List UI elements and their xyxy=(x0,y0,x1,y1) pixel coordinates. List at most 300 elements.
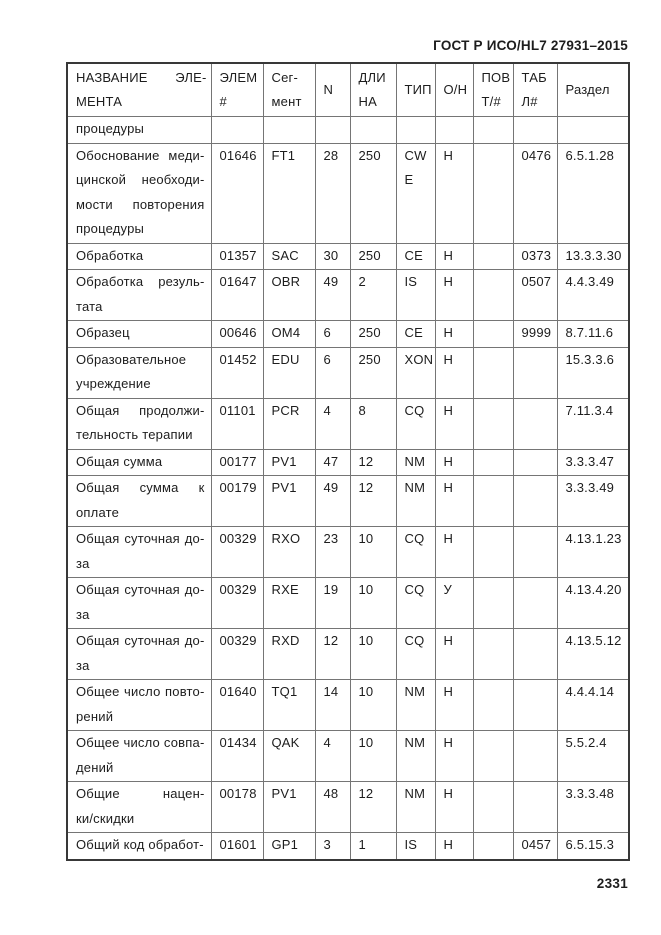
cell-name xyxy=(67,731,211,782)
cell-segment xyxy=(263,321,315,348)
cell-line: Сег- xyxy=(271,70,298,85)
cell-line: 4 xyxy=(323,735,331,750)
cell-n xyxy=(315,143,350,243)
cell-line: 6 xyxy=(323,351,331,367)
cell-elem xyxy=(211,578,263,629)
cell-line: Л# xyxy=(521,94,538,109)
cell-line: PCR xyxy=(271,402,300,418)
cell-line: Общая сумма xyxy=(76,453,163,469)
cell-repeat xyxy=(473,782,513,833)
cell-segment xyxy=(263,578,315,629)
cell-table_num xyxy=(513,449,557,476)
cell-line: ЭЛЕМ xyxy=(219,70,258,85)
cell-line: 1 xyxy=(358,837,366,852)
cell-repeat xyxy=(473,833,513,860)
cell-segment xyxy=(263,731,315,782)
cell-line: Общая суточная до- xyxy=(76,633,205,648)
cell-repeat xyxy=(473,143,513,243)
cell-type xyxy=(396,782,435,833)
cell-line: рений xyxy=(76,708,114,724)
cell-line: 4.4.4.14 xyxy=(565,684,615,699)
cell-length xyxy=(350,527,396,578)
cell-line: CE xyxy=(404,247,423,263)
cell-line: ПОВ xyxy=(481,70,511,85)
cell-line: PV1 xyxy=(271,480,297,495)
cell-length xyxy=(350,578,396,629)
cell-table_num xyxy=(513,731,557,782)
cell-line: Образовательное xyxy=(76,351,187,367)
cell-line: 13.3.3.30 xyxy=(565,247,622,263)
column-header-repeat xyxy=(473,63,513,117)
table-body xyxy=(67,117,629,860)
cell-segment xyxy=(263,527,315,578)
cell-type xyxy=(396,143,435,243)
document-header-title: ГОСТ Р ИСО/HL7 27931–2015 xyxy=(433,38,628,53)
cell-section xyxy=(557,476,629,527)
cell-length xyxy=(350,449,396,476)
cell-table_num xyxy=(513,629,557,680)
cell-line: тельность терапии xyxy=(76,427,193,442)
cell-name xyxy=(67,680,211,731)
cell-line: Обоснование меди- xyxy=(76,147,205,163)
cell-name xyxy=(67,321,211,348)
cell-elem xyxy=(211,270,263,321)
cell-line: RXO xyxy=(271,531,301,546)
cell-line: OM4 xyxy=(271,325,301,340)
cell-elem xyxy=(211,731,263,782)
cell-elem xyxy=(211,117,263,144)
cell-line: Н xyxy=(443,735,454,750)
cell-line: NM xyxy=(404,684,426,699)
column-header-segment xyxy=(263,63,315,117)
cell-line: оплате xyxy=(76,504,120,520)
cell-line: 10 xyxy=(358,582,374,597)
cell-repeat xyxy=(473,347,513,398)
cell-line: 4.13.1.23 xyxy=(565,531,622,546)
cell-elem xyxy=(211,449,263,476)
table-row xyxy=(67,398,629,449)
cell-line: Н xyxy=(443,531,454,546)
cell-line: CQ xyxy=(404,402,425,418)
cell-opt xyxy=(435,476,473,527)
cell-opt xyxy=(435,398,473,449)
cell-table_num xyxy=(513,527,557,578)
cell-name xyxy=(67,629,211,680)
cell-line: У xyxy=(443,582,452,597)
cell-line: OBR xyxy=(271,274,301,289)
cell-repeat xyxy=(473,680,513,731)
cell-line: 8.7.11.6 xyxy=(565,325,614,340)
cell-section xyxy=(557,629,629,680)
cell-line: 8 xyxy=(358,402,366,418)
cell-line: FT1 xyxy=(271,147,296,163)
cell-line: 23 xyxy=(323,531,339,546)
cell-line: RXE xyxy=(271,582,299,597)
cell-line: 10 xyxy=(358,633,374,648)
table-row xyxy=(67,527,629,578)
cell-elem xyxy=(211,476,263,527)
cell-segment xyxy=(263,449,315,476)
table-row xyxy=(67,143,629,243)
cell-line: Общее число совпа- xyxy=(76,735,205,750)
cell-line: 19 xyxy=(323,582,339,597)
cell-line: Н xyxy=(443,837,454,852)
cell-section xyxy=(557,731,629,782)
cell-line: SAC xyxy=(271,247,299,263)
cell-name xyxy=(67,243,211,270)
cell-type xyxy=(396,680,435,731)
cell-line: 4 xyxy=(323,402,331,418)
cell-line: 6 xyxy=(323,325,331,340)
cell-section xyxy=(557,243,629,270)
cell-n xyxy=(315,476,350,527)
cell-opt xyxy=(435,680,473,731)
cell-length xyxy=(350,782,396,833)
cell-line: Н xyxy=(443,633,454,648)
cell-length xyxy=(350,117,396,144)
cell-line: 3.3.3.47 xyxy=(565,453,615,469)
cell-opt xyxy=(435,449,473,476)
cell-n xyxy=(315,527,350,578)
cell-opt xyxy=(435,243,473,270)
cell-line: Образец xyxy=(76,325,130,340)
cell-n xyxy=(315,243,350,270)
cell-elem xyxy=(211,782,263,833)
cell-repeat xyxy=(473,398,513,449)
cell-n xyxy=(315,270,350,321)
cell-repeat xyxy=(473,578,513,629)
cell-repeat xyxy=(473,629,513,680)
cell-line: 01452 xyxy=(219,351,257,367)
table-header-row xyxy=(67,63,629,117)
cell-repeat xyxy=(473,449,513,476)
cell-line: E xyxy=(404,172,414,187)
cell-line: 15.3.3.6 xyxy=(565,351,615,367)
cell-type xyxy=(396,578,435,629)
cell-line: 48 xyxy=(323,786,339,801)
cell-line: 49 xyxy=(323,480,339,495)
cell-line: # xyxy=(219,94,227,109)
cell-line: IS xyxy=(404,274,418,289)
cell-line: CW xyxy=(404,147,427,163)
cell-line: Обработка резуль- xyxy=(76,274,205,289)
cell-name xyxy=(67,833,211,860)
cell-elem xyxy=(211,347,263,398)
cell-segment xyxy=(263,243,315,270)
hl7-elements-table xyxy=(66,62,630,861)
cell-line: ДЛИ xyxy=(358,70,386,85)
cell-line: XON xyxy=(404,351,434,367)
cell-line: N xyxy=(323,82,334,97)
cell-n xyxy=(315,449,350,476)
table-header xyxy=(67,63,629,117)
cell-line: 01640 xyxy=(219,684,257,699)
cell-table_num xyxy=(513,347,557,398)
cell-table_num xyxy=(513,680,557,731)
cell-n xyxy=(315,782,350,833)
table-row xyxy=(67,347,629,398)
cell-line: учреждение xyxy=(76,376,151,391)
cell-line: цинской необходи- xyxy=(76,172,205,187)
cell-line: 250 xyxy=(358,351,381,367)
cell-line: НАЗВАНИЕ ЭЛЕ- xyxy=(76,70,207,85)
cell-opt xyxy=(435,321,473,348)
cell-line: 30 xyxy=(323,247,339,263)
table-row xyxy=(67,270,629,321)
cell-table_num xyxy=(513,833,557,860)
cell-line: 01101 xyxy=(219,402,256,418)
cell-repeat xyxy=(473,476,513,527)
table-row xyxy=(67,449,629,476)
cell-line: CE xyxy=(404,325,423,340)
cell-length xyxy=(350,680,396,731)
cell-line: 01601 xyxy=(219,837,257,852)
cell-line: 4.4.3.49 xyxy=(565,274,615,289)
cell-opt xyxy=(435,143,473,243)
cell-line: GP1 xyxy=(271,837,299,852)
cell-n xyxy=(315,731,350,782)
cell-line: 00178 xyxy=(219,786,257,801)
cell-opt xyxy=(435,731,473,782)
cell-line: TQ1 xyxy=(271,684,298,699)
cell-line: 00177 xyxy=(219,453,257,469)
cell-line: Общая суточная до- xyxy=(76,582,205,597)
cell-line: 12 xyxy=(358,480,374,495)
cell-elem xyxy=(211,321,263,348)
cell-line: 28 xyxy=(323,147,339,163)
cell-line: EDU xyxy=(271,351,300,367)
cell-length xyxy=(350,347,396,398)
cell-line: CQ xyxy=(404,633,425,648)
cell-name xyxy=(67,578,211,629)
cell-line: за xyxy=(76,555,90,571)
cell-length xyxy=(350,398,396,449)
cell-type xyxy=(396,833,435,860)
cell-line: процедуры xyxy=(76,221,145,236)
cell-elem xyxy=(211,243,263,270)
column-header-table_num xyxy=(513,63,557,117)
cell-line: 4.13.4.20 xyxy=(565,582,622,597)
cell-type xyxy=(396,321,435,348)
cell-line: 250 xyxy=(358,147,381,163)
cell-line: 6.5.1.28 xyxy=(565,147,615,163)
cell-line: дений xyxy=(76,759,114,775)
cell-type xyxy=(396,629,435,680)
cell-segment xyxy=(263,833,315,860)
cell-line: Н xyxy=(443,351,454,367)
cell-elem xyxy=(211,629,263,680)
cell-repeat xyxy=(473,117,513,144)
column-header-type xyxy=(396,63,435,117)
cell-type xyxy=(396,398,435,449)
cell-line: 00179 xyxy=(219,480,257,495)
cell-n xyxy=(315,833,350,860)
cell-length xyxy=(350,476,396,527)
column-header-elem xyxy=(211,63,263,117)
column-header-name xyxy=(67,63,211,117)
cell-line: 47 xyxy=(323,453,339,469)
cell-opt xyxy=(435,629,473,680)
cell-type xyxy=(396,270,435,321)
cell-segment xyxy=(263,476,315,527)
cell-name xyxy=(67,782,211,833)
cell-line: NM xyxy=(404,735,426,750)
cell-line: 0507 xyxy=(521,274,552,289)
cell-section xyxy=(557,449,629,476)
cell-line: CQ xyxy=(404,531,425,546)
cell-line: 3 xyxy=(323,837,331,852)
cell-line: ТАБ xyxy=(521,70,547,85)
table-row xyxy=(67,476,629,527)
cell-type xyxy=(396,527,435,578)
cell-segment xyxy=(263,680,315,731)
cell-length xyxy=(350,833,396,860)
table-row xyxy=(67,243,629,270)
cell-line: 10 xyxy=(358,684,374,699)
cell-line: 9999 xyxy=(521,325,552,340)
cell-line: процедуры xyxy=(76,121,145,136)
cell-n xyxy=(315,680,350,731)
cell-table_num xyxy=(513,476,557,527)
cell-type xyxy=(396,347,435,398)
cell-line: 14 xyxy=(323,684,339,699)
cell-line: Общая суточная до- xyxy=(76,531,205,546)
cell-name xyxy=(67,476,211,527)
cell-line: Н xyxy=(443,684,454,699)
cell-line: 00329 xyxy=(219,633,257,648)
cell-line: мости повторения xyxy=(76,196,205,212)
cell-opt xyxy=(435,117,473,144)
cell-segment xyxy=(263,117,315,144)
cell-line: 7.11.3.4 xyxy=(565,402,614,418)
cell-length xyxy=(350,731,396,782)
cell-line: Раздел xyxy=(565,82,610,97)
cell-type xyxy=(396,731,435,782)
cell-line: 0373 xyxy=(521,247,552,263)
cell-table_num xyxy=(513,321,557,348)
table-row xyxy=(67,782,629,833)
page-number: 2331 xyxy=(596,876,628,891)
cell-section xyxy=(557,117,629,144)
cell-elem xyxy=(211,680,263,731)
cell-repeat xyxy=(473,731,513,782)
cell-name xyxy=(67,527,211,578)
cell-line: Н xyxy=(443,247,454,263)
cell-n xyxy=(315,321,350,348)
cell-line: 01434 xyxy=(219,735,257,750)
table-row xyxy=(67,117,629,144)
cell-line: Н xyxy=(443,453,454,469)
cell-opt xyxy=(435,270,473,321)
column-header-n xyxy=(315,63,350,117)
cell-type xyxy=(396,243,435,270)
cell-opt xyxy=(435,347,473,398)
table-row xyxy=(67,578,629,629)
cell-n xyxy=(315,578,350,629)
cell-line: О/Н xyxy=(443,82,468,97)
cell-opt xyxy=(435,527,473,578)
cell-line: 12 xyxy=(358,453,374,469)
column-header-opt xyxy=(435,63,473,117)
cell-line: 250 xyxy=(358,325,381,340)
cell-table_num xyxy=(513,243,557,270)
cell-length xyxy=(350,629,396,680)
cell-line: Обработка xyxy=(76,247,144,263)
cell-name xyxy=(67,398,211,449)
cell-repeat xyxy=(473,321,513,348)
cell-n xyxy=(315,398,350,449)
cell-length xyxy=(350,270,396,321)
cell-line: 00646 xyxy=(219,325,257,340)
cell-line: 10 xyxy=(358,531,374,546)
cell-line: 01646 xyxy=(219,147,257,163)
cell-section xyxy=(557,398,629,449)
cell-section xyxy=(557,270,629,321)
cell-line: Н xyxy=(443,402,454,418)
cell-line: CQ xyxy=(404,582,425,597)
cell-segment xyxy=(263,782,315,833)
cell-segment xyxy=(263,629,315,680)
cell-line: Н xyxy=(443,147,454,163)
cell-line: 3.3.3.49 xyxy=(565,480,615,495)
cell-line: PV1 xyxy=(271,453,297,469)
cell-line: ТИП xyxy=(404,82,432,97)
cell-n xyxy=(315,347,350,398)
cell-line: Н xyxy=(443,274,454,289)
cell-section xyxy=(557,578,629,629)
cell-table_num xyxy=(513,117,557,144)
table-row xyxy=(67,731,629,782)
cell-line: Н xyxy=(443,480,454,495)
cell-line: 250 xyxy=(358,247,381,263)
cell-name xyxy=(67,117,211,144)
cell-length xyxy=(350,243,396,270)
cell-repeat xyxy=(473,270,513,321)
cell-line: 0457 xyxy=(521,837,552,852)
cell-table_num xyxy=(513,398,557,449)
cell-segment xyxy=(263,347,315,398)
cell-repeat xyxy=(473,527,513,578)
cell-line: мент xyxy=(271,94,302,109)
cell-n xyxy=(315,117,350,144)
cell-section xyxy=(557,833,629,860)
cell-length xyxy=(350,143,396,243)
cell-opt xyxy=(435,578,473,629)
cell-line: 10 xyxy=(358,735,374,750)
table-row xyxy=(67,680,629,731)
cell-line: RXD xyxy=(271,633,300,648)
table-row xyxy=(67,629,629,680)
cell-line: 12 xyxy=(358,786,374,801)
cell-line: 4.13.5.12 xyxy=(565,633,622,648)
cell-line: Общее число повто- xyxy=(76,684,205,699)
cell-type xyxy=(396,449,435,476)
cell-line: 0476 xyxy=(521,147,552,163)
cell-n xyxy=(315,629,350,680)
cell-elem xyxy=(211,143,263,243)
column-header-length xyxy=(350,63,396,117)
cell-line: IS xyxy=(404,837,418,852)
table-row xyxy=(67,321,629,348)
column-header-section xyxy=(557,63,629,117)
cell-line: NM xyxy=(404,786,426,801)
cell-line: ки/скидки xyxy=(76,810,135,826)
cell-line: 00329 xyxy=(219,582,257,597)
cell-line: НА xyxy=(358,94,377,109)
cell-elem xyxy=(211,833,263,860)
cell-line: NM xyxy=(404,480,426,495)
cell-line: 12 xyxy=(323,633,339,648)
